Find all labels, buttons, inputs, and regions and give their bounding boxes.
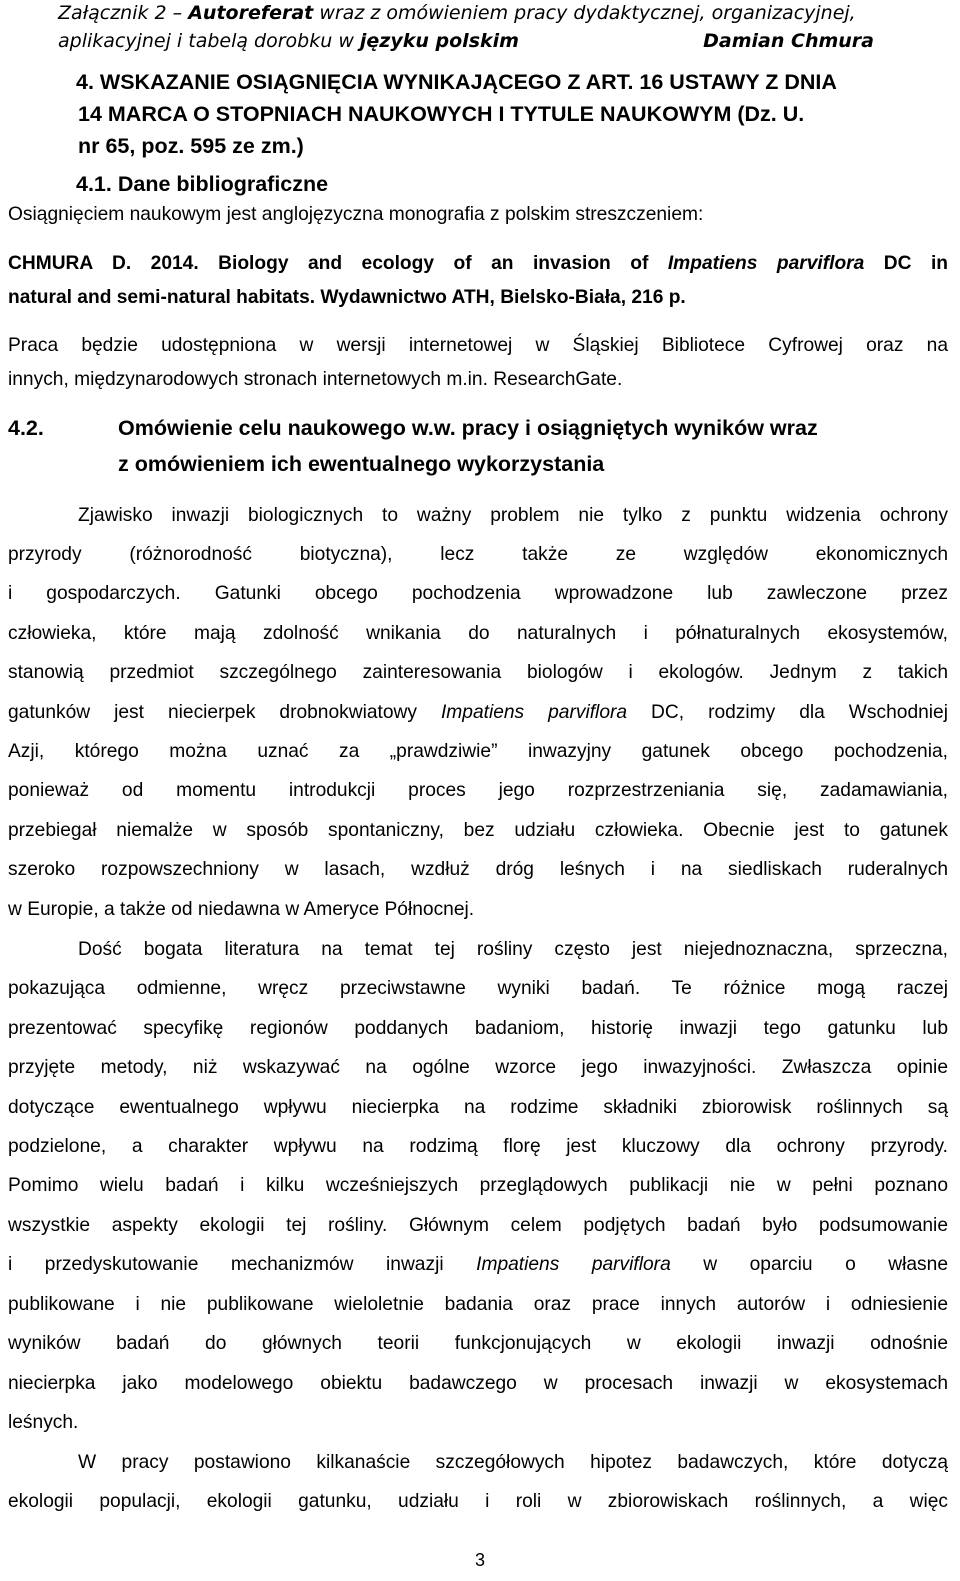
paragraph-line: gatunków jest niecierpek drobnokwiatowy Impatiens parviflora DC, rodzimy dla Wschodniej xyxy=(8,702,948,723)
paragraph-line: wyników badań do głównych teorii funkcjonujących w ekologii inwazji odnośnie xyxy=(8,1333,948,1354)
paragraph-line: Pomimo wielu badań i kilku wcześniejszych przeglądowych publikacji nie w pełni poznano xyxy=(8,1175,948,1196)
paragraph-line: Zjawisko inwazji biologicznych to ważny problem nie tylko z punktu widzenia ochrony xyxy=(78,505,948,526)
citation-line-1: CHMURA D. 2014. Biology and ecology of an invasion of Impatiens parviflora DC in xyxy=(8,253,949,274)
paragraph-line: ekologii populacji, ekologii gatunku, udziału i roli w zbiorowiskach roślinnych, a więc xyxy=(8,1491,948,1512)
species-name: Impatiens parviflora xyxy=(476,1254,671,1275)
paragraph-line: dotyczące ewentualnego wpływu niecierpka na rodzime składniki zbiorowisk roślinnych są xyxy=(8,1097,948,1118)
paragraph-line: przyjęte metody, niż wskazywać na ogólne wzorce jego inwazyjności. Zwłaszcza opinie xyxy=(8,1057,948,1078)
page-number: 3 xyxy=(474,1550,485,1570)
paragraph-line: prezentować specyfikę regionów poddanych badaniom, historię inwazji tego gatunku lub xyxy=(8,1018,948,1039)
paragraph-line: przebiegał niemalże w sposób spontaniczny, bez udziału człowieka. Obecnie jest to gatunek xyxy=(8,820,948,841)
paragraph-line: Dość bogata literatura na temat tej rośliny często jest niejednoznaczna, sprzeczna, xyxy=(78,939,948,960)
paragraph-line: wszystkie aspekty ekologii tej rośliny. Głównym celem podjętych badań było podsumowanie xyxy=(8,1215,948,1236)
paragraph-line: przyrody (różnorodność biotyczna), lecz także ze względów ekonomicznych xyxy=(8,544,948,565)
header-line-1: Załącznik 2 – Autoreferat wraz z omówieniem pracy dydaktycznej, organizacyjnej, xyxy=(58,2,856,24)
section-41-title: 4.1. Dane bibliograficzne xyxy=(76,172,329,196)
section-41-intro: Osiągnięciem naukowym jest anglojęzyczna monografia z polskim streszczeniem: xyxy=(8,204,704,225)
citation-line-2: natural and semi-natural habitats. Wydawnictwo ATH, Bielsko-Biała, 216 p. xyxy=(8,287,686,308)
paragraph-line: stanowią przedmiot szczególnego zainteresowania biologów i ekologów. Jednym z takich xyxy=(8,662,948,683)
paragraph-line: Azji, którego można uznać za „prawdziwie” inwazyjny gatunek obcego pochodzenia, xyxy=(8,741,948,762)
header-line-2: aplikacyjnej i tabelą dorobku w języku polskim Damian Chmura xyxy=(58,30,874,52)
paragraph-line: w Europie, a także od niedawna w Ameryce Północnej. xyxy=(8,899,475,920)
paragraph-line: W pracy postawiono kilkanaście szczegółowych hipotez badawczych, które dotyczą xyxy=(78,1452,948,1473)
paragraph-line: niecierpka jako modelowego obiektu badawczego w procesach inwazji w ekosystemach xyxy=(8,1373,948,1394)
note-line-1: Praca będzie udostępniona w wersji internetowej w Śląskiej Bibliotece Cyfrowej oraz na xyxy=(8,335,948,356)
paragraph-line: ponieważ od momentu introdukcji proces jego rozprzestrzeniania się, zadamawiania, xyxy=(8,780,948,801)
paragraph-line: szeroko rozpowszechniony w lasach, wzdłuż dróg leśnych i na siedliskach ruderalnych xyxy=(8,859,948,880)
section-42-title-line-2: z omówieniem ich ewentualnego wykorzystania xyxy=(118,452,605,476)
paragraph-line: podzielone, a charakter wpływu na rodzimą florę jest kluczowy dla ochrony przyrody. xyxy=(8,1136,948,1157)
paragraph-line: człowieka, które mają zdolność wnikania do naturalnych i półnaturalnych ekosystemów, xyxy=(8,623,948,644)
paragraph-line: publikowane i nie publikowane wieloletnie badania oraz prace innych autorów i odniesienie xyxy=(8,1294,948,1315)
paragraph-line: leśnych. xyxy=(8,1412,79,1433)
note-line-2: innych, międzynarodowych stronach internetowych m.in. ResearchGate. xyxy=(8,369,623,390)
paragraph-line: pokazująca odmienne, wręcz przeciwstawne wyniki badań. Te różnice mogą raczej xyxy=(8,978,948,999)
species-name: Impatiens parviflora xyxy=(667,253,865,274)
section-42-title: 4.2. Omówienie celu naukowego w.w. pracy i osiągniętych wyników wraz xyxy=(8,416,818,440)
paragraph-line: i gospodarczych. Gatunki obcego pochodzenia wprowadzone lub zawleczone przez xyxy=(8,583,948,604)
section-4-title: 4. WSKAZANIE OSIĄGNIĘCIA WYNIKAJĄCEGO Z ART. 16 USTAWY Z DNIA 14 MARCA O STOPNIACH NAUKOWYCH I TYTULE NAUKOWYM (Dz. U. nr 65, poz. 595 ze zm.) xyxy=(76,70,837,158)
species-name: Impatiens parviflora xyxy=(440,702,628,723)
header-author: Damian Chmura xyxy=(703,30,874,52)
paragraph-line: i przedyskutowanie mechanizmów inwazji Impatiens parviflora w oparciu o własne xyxy=(8,1254,948,1275)
